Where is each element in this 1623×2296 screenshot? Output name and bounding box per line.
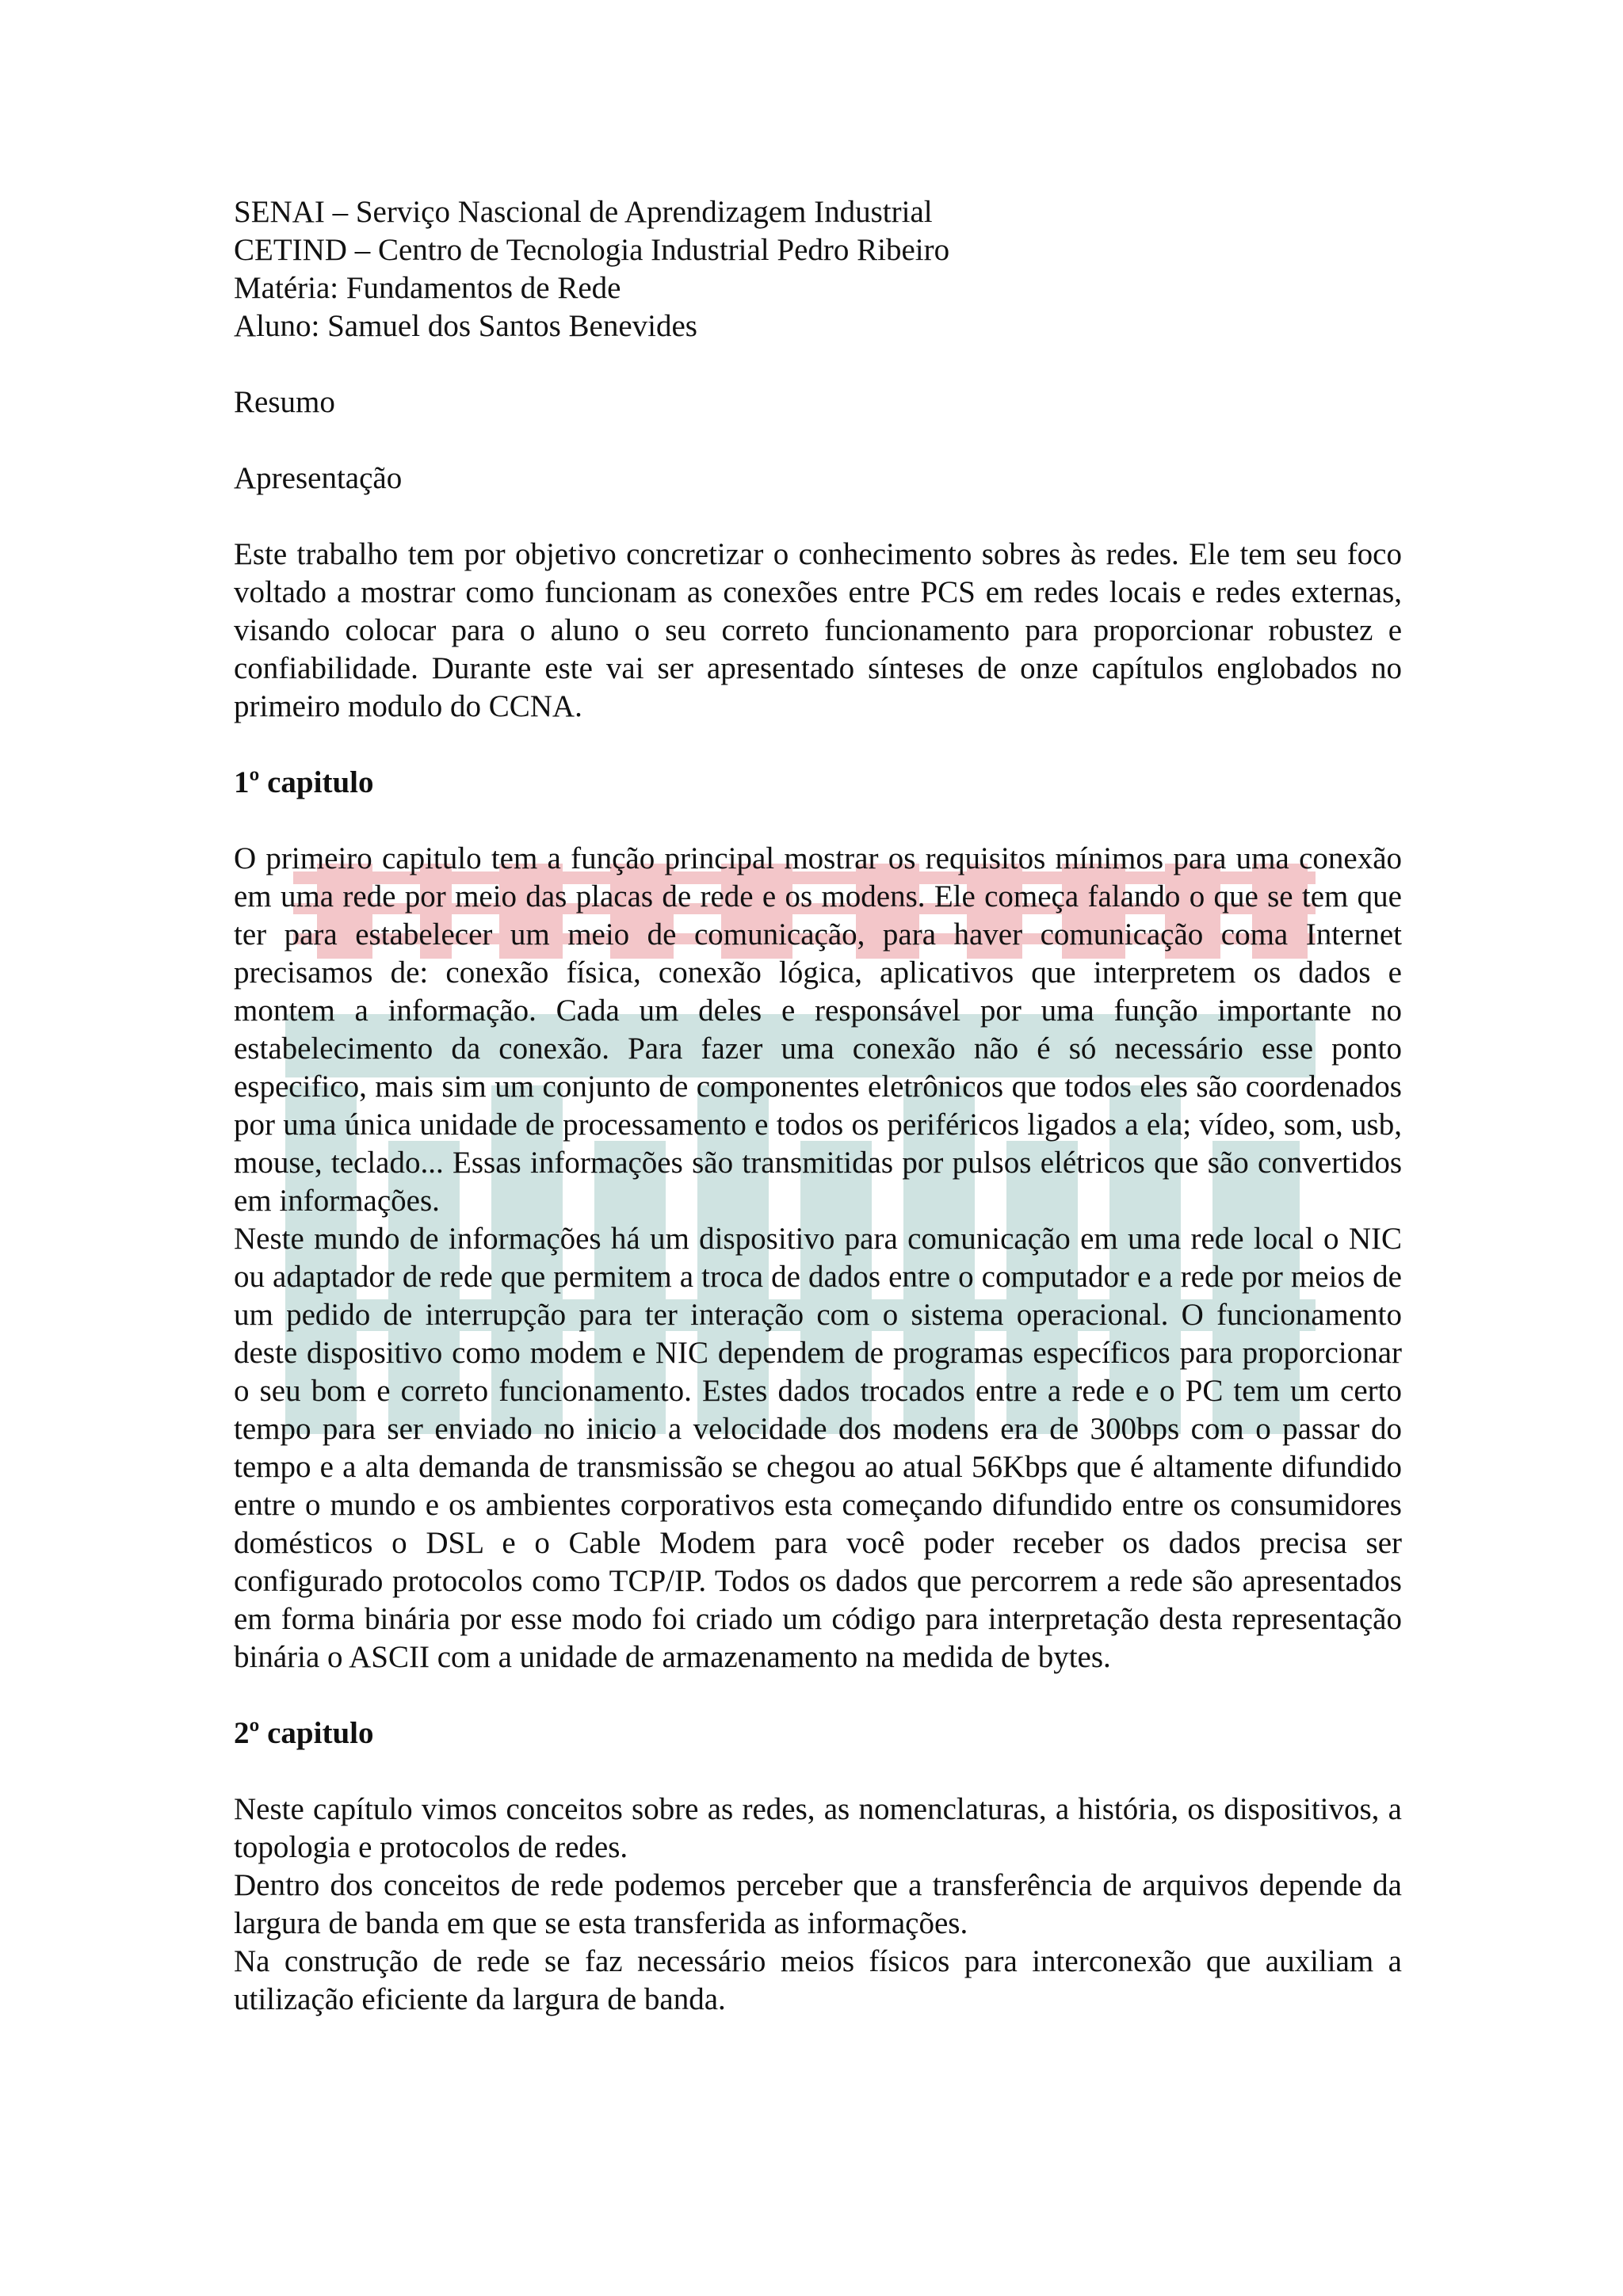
chapter1-paragraph-1: O primeiro capitulo tem a função principal mostrar os requisitos mínimos para uma conexão em uma rede por meio das placas de rede e os modens. Ele começa falando o que se tem que ter para estabelecer um meio de comunicação, para haver comunicação coma Internet precisamos de: conexão física, conexão lógica, aplicativos que interpretem os dados e montem a informação. Cada um deles e responsável por uma função importante no estabelecimento da conexão. Para fazer uma conexão não é só necessário esse ponto especifico, mais sim um conjunto de componentes eletrônicos que todos eles são coordenados por uma única unidade de processamento e todos os periféricos ligados a ela; vídeo, som, usb, mouse, teclado... Essas informações são transmitidas por pulsos elétricos que são convertidos em informações. xyxy=(234,841,1402,1218)
header-block xyxy=(234,193,1402,345)
apresentacao-title: Apresentação xyxy=(234,461,403,495)
apresentacao-paragraph: Este trabalho tem por objetivo concretizar o conhecimento sobres às redes. Ele tem seu foco voltado a mostrar como funcionam as conexões entre PCS em redes locais e redes externas, visando colocar para o aluno o seu correto funcionamento para proporcionar robustez e confiabilidade. Durante este vai ser apresentado sínteses de onze capítulos englobados no primeiro modulo do CCNA. xyxy=(234,537,1402,723)
document-body xyxy=(234,193,1402,2019)
header-line-aluno: Aluno: Samuel dos Santos Benevides xyxy=(234,309,697,343)
chapter1-paragraph-2: Neste mundo de informações há um dispositivo para comunicação em uma rede local o NIC ou adaptador de rede que permitem a troca de dados entre o computador e a rede por meios de um pedido de interrupção para ter interação com o sistema operacional. O funcionamento deste dispositivo como modem e NIC dependem de programas específicos para proporcionar o seu bom e correto funcionamento. Estes dados trocados entre a rede e o PC tem um certo tempo para ser enviado no inicio a velocidade dos modens era de 300bps com o passar do tempo e a alta demanda de transmissão se chegou ao atual 56Kbps que é altamente difundido entre o mundo e os ambientes corporativos esta começando difundido entre os consumidores domésticos o DSL e o Cable Modem para você poder receber os dados precisa ser configurado protocolos como TCP/IP. Todos os dados que percorrem a rede são apresentados em forma binária por esse modo foi criado um código para interpretação desta representação binária o ASCII com a unidade de armazenamento na medida de bytes. xyxy=(234,1222,1402,1674)
resumo-title: Resumo xyxy=(234,385,335,419)
chapter2-paragraph-3: Na construção de rede se faz necessário meios físicos para interconexão que auxiliam a utilização eficiente da largura de banda. xyxy=(234,1944,1402,2016)
chapter2-paragraph-1: Neste capítulo vimos conceitos sobre as redes, as nomenclaturas, a história, os dispositivos, a topologia e protocolos de redes. xyxy=(234,1792,1402,1864)
chapter2-heading: 2º capitulo xyxy=(234,1716,374,1750)
header-line-materia: Matéria: Fundamentos de Rede xyxy=(234,271,621,305)
header-line-senai: SENAI – Serviço Nascional de Aprendizagem Industrial xyxy=(234,195,933,229)
chapter1-heading: 1º capitulo xyxy=(234,765,374,799)
chapter2-paragraph-2: Dentro dos conceitos de rede podemos perceber que a transferência de arquivos depende da largura de banda em que se esta transferida as informações. xyxy=(234,1868,1402,1940)
header-line-cetind: CETIND – Centro de Tecnologia Industrial Pedro Ribeiro xyxy=(234,233,950,267)
